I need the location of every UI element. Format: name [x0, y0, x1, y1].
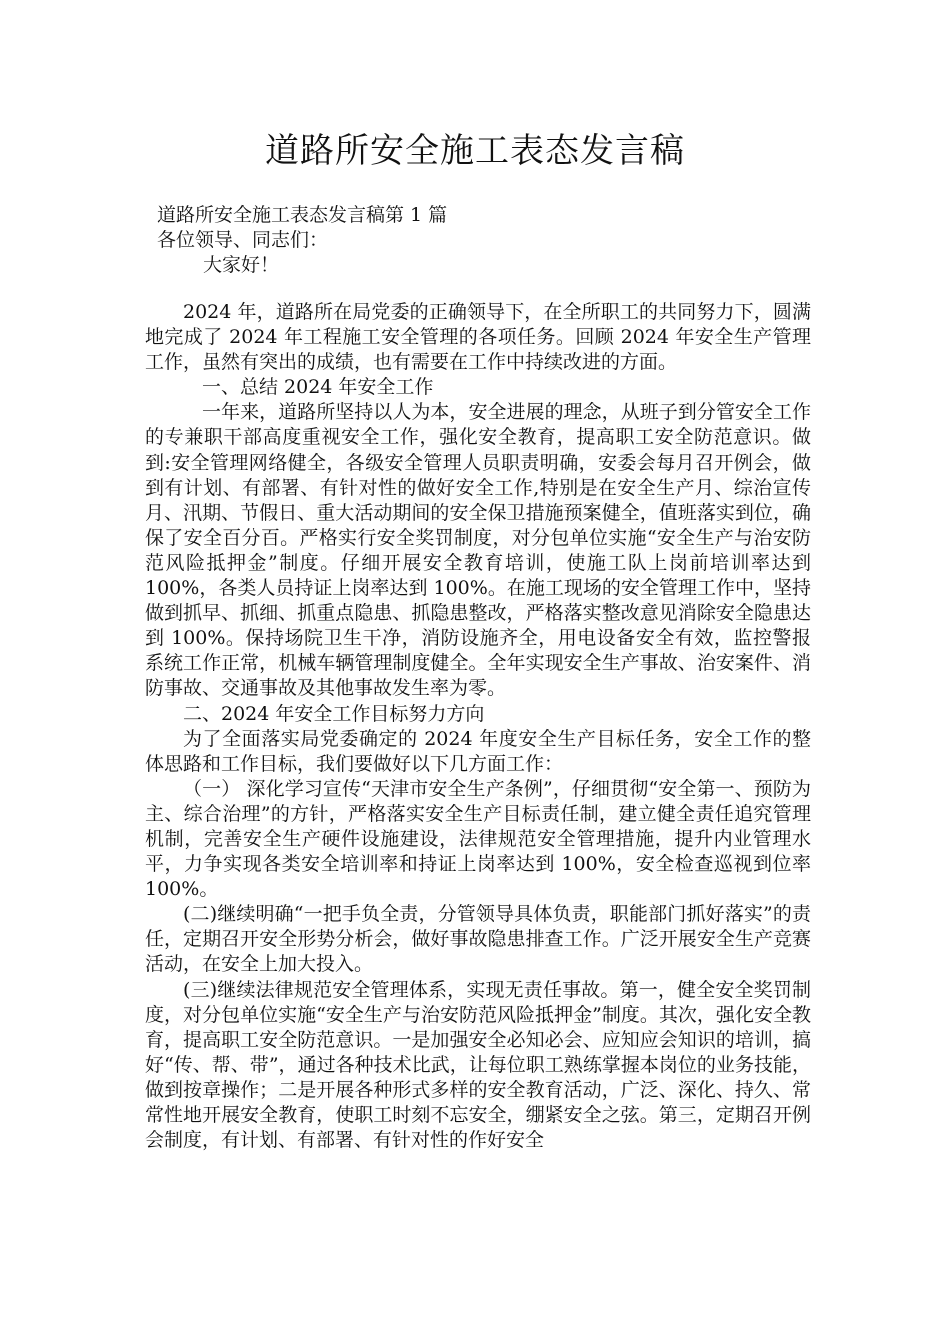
paragraph-item-2: (二)继续明确“一把手负全责，分管领导具体负责，职能部门抓好落实”的责任，定期召开安全形势分析会，做好事故隐患排查工作。广泛开展安全生产竞赛活动，在安全上加大投入。: [145, 903, 811, 976]
section-heading-1: 一、总结 2024 年安全工作: [202, 376, 434, 399]
greeting: 大家好！: [203, 254, 280, 276]
document-body: [145, 300, 811, 1153]
paragraph-item-1: （一） 深化学习宣传“天津市安全生产条例”，仔细贯彻“安全第一、预防为主、综合治理”的方针，严格落实安全生产目标责任制，建立健全责任追究管理机制，完善安全生产硬件设施建设，法律规范安全管理措施，提升内业管理水平，力争实现各类安全培训率和持证上岗率达到 100%，安全检查巡视到位率 100%。: [145, 777, 811, 901]
document-title: 道路所安全施工表态发言稿: [265, 131, 685, 171]
paragraph-intro: 2024 年，道路所在局党委的正确领导下，在全所职工的共同努力下，圆满地完成了 2024 年工程施工安全管理的各项任务。回顾 2024 年安全生产管理工作，虽然有突出的成绩，也有需要在工作中持续改进的方面。: [145, 301, 811, 374]
paragraph-summary: 一年来，道路所坚持以人为本，安全进展的理念，从班子到分管安全工作的专兼职干部高度重视安全工作，强化安全教育，提高职工安全防范意识。做到:安全管理网络健全，各级安全管理人员职责明确，安委会每月召开例会，做到有计划、有部署、有针对性的做好安全工作,特别是在安全生产月、综治宣传月、汛期、节假日、重大活动期间的安全保卫措施预案健全，值班落实到位，确保了安全百分百。严格实行安全奖罚制度，对分包单位实施“安全生产与治安防范风险抵押金”制度。仔细开展安全教育培训，使施工队上岗前培训率达到 100%，各类人员持证上岗率达到 100%。在施工现场的安全管理工作中，坚持做到抓早、抓细、抓重点隐患、抓隐患整改，严格落实整改意见消除安全隐患达到 100%。保持场院卫生干净，消防设施齐全，用电设备安全有效，监控警报系统工作正常，机械车辆管理制度健全。全年实现安全生产事故、治安案件、消防事故、交通事故及其他事故发生率为零。: [145, 401, 811, 700]
document-subtitle: 道路所安全施工表态发言稿第 1 篇: [157, 204, 448, 226]
salutation: 各位领导、同志们：: [157, 229, 329, 251]
paragraph-item-3: (三)继续法律规范安全管理体系，实现无责任事故。第一，健全安全奖罚制度，对分包单位实施“安全生产与治安防范风险抵押金”制度。其次，强化安全教育，提高职工安全防范意识。一是加强安全必知必会、应知应会知识的培训，搞好“传、帮、带”，通过各种技术比武，让每位职工熟练掌握本岗位的业务技能，做到按章操作；二是开展各种形式多样的安全教育活动，广泛、深化、持久、常常性地开展安全教育，使职工时刻不忘安全，绷紧安全之弦。第三，定期召开例会制度，有计划、有部署、有针对性的作好安全: [145, 978, 811, 1152]
paragraph-goals-intro: 为了全面落实局党委确定的 2024 年度安全生产目标任务，安全工作的整体思路和工作目标，我们要做好以下几方面工作：: [145, 727, 811, 775]
section-heading-2: 二、2024 年安全工作目标努力方向: [183, 702, 485, 725]
